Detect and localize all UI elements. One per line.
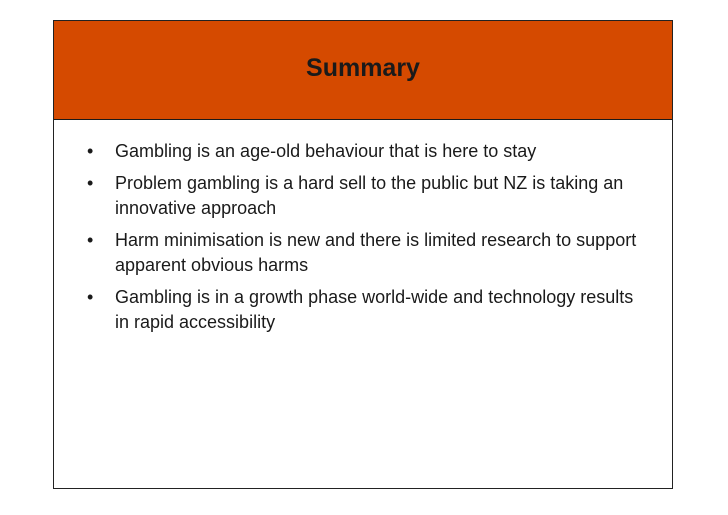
slide-frame bbox=[53, 20, 673, 489]
bullet-item bbox=[84, 285, 644, 335]
slide-title: Summary bbox=[306, 54, 420, 82]
bullet-list bbox=[84, 139, 644, 342]
bullet-dot-icon: • bbox=[87, 287, 94, 307]
title-bar bbox=[54, 21, 672, 120]
bullet-text: Harm minimisation is new and there is limited research to support apparent obvious harms bbox=[115, 230, 637, 275]
bullet-item bbox=[84, 139, 644, 164]
bullet-text: Problem gambling is a hard sell to the public but NZ is taking an innovative approach bbox=[115, 173, 624, 218]
bullet-item bbox=[84, 171, 644, 221]
bullet-dot-icon: • bbox=[87, 141, 94, 161]
bullet-item bbox=[84, 228, 644, 278]
bullet-text: Gambling is an age-old behaviour that is here to stay bbox=[115, 141, 537, 161]
bullet-dot-icon: • bbox=[87, 230, 94, 250]
bullet-dot-icon: • bbox=[87, 173, 94, 193]
bullet-text: Gambling is in a growth phase world-wide and technology results in rapid accessibility bbox=[115, 287, 634, 332]
